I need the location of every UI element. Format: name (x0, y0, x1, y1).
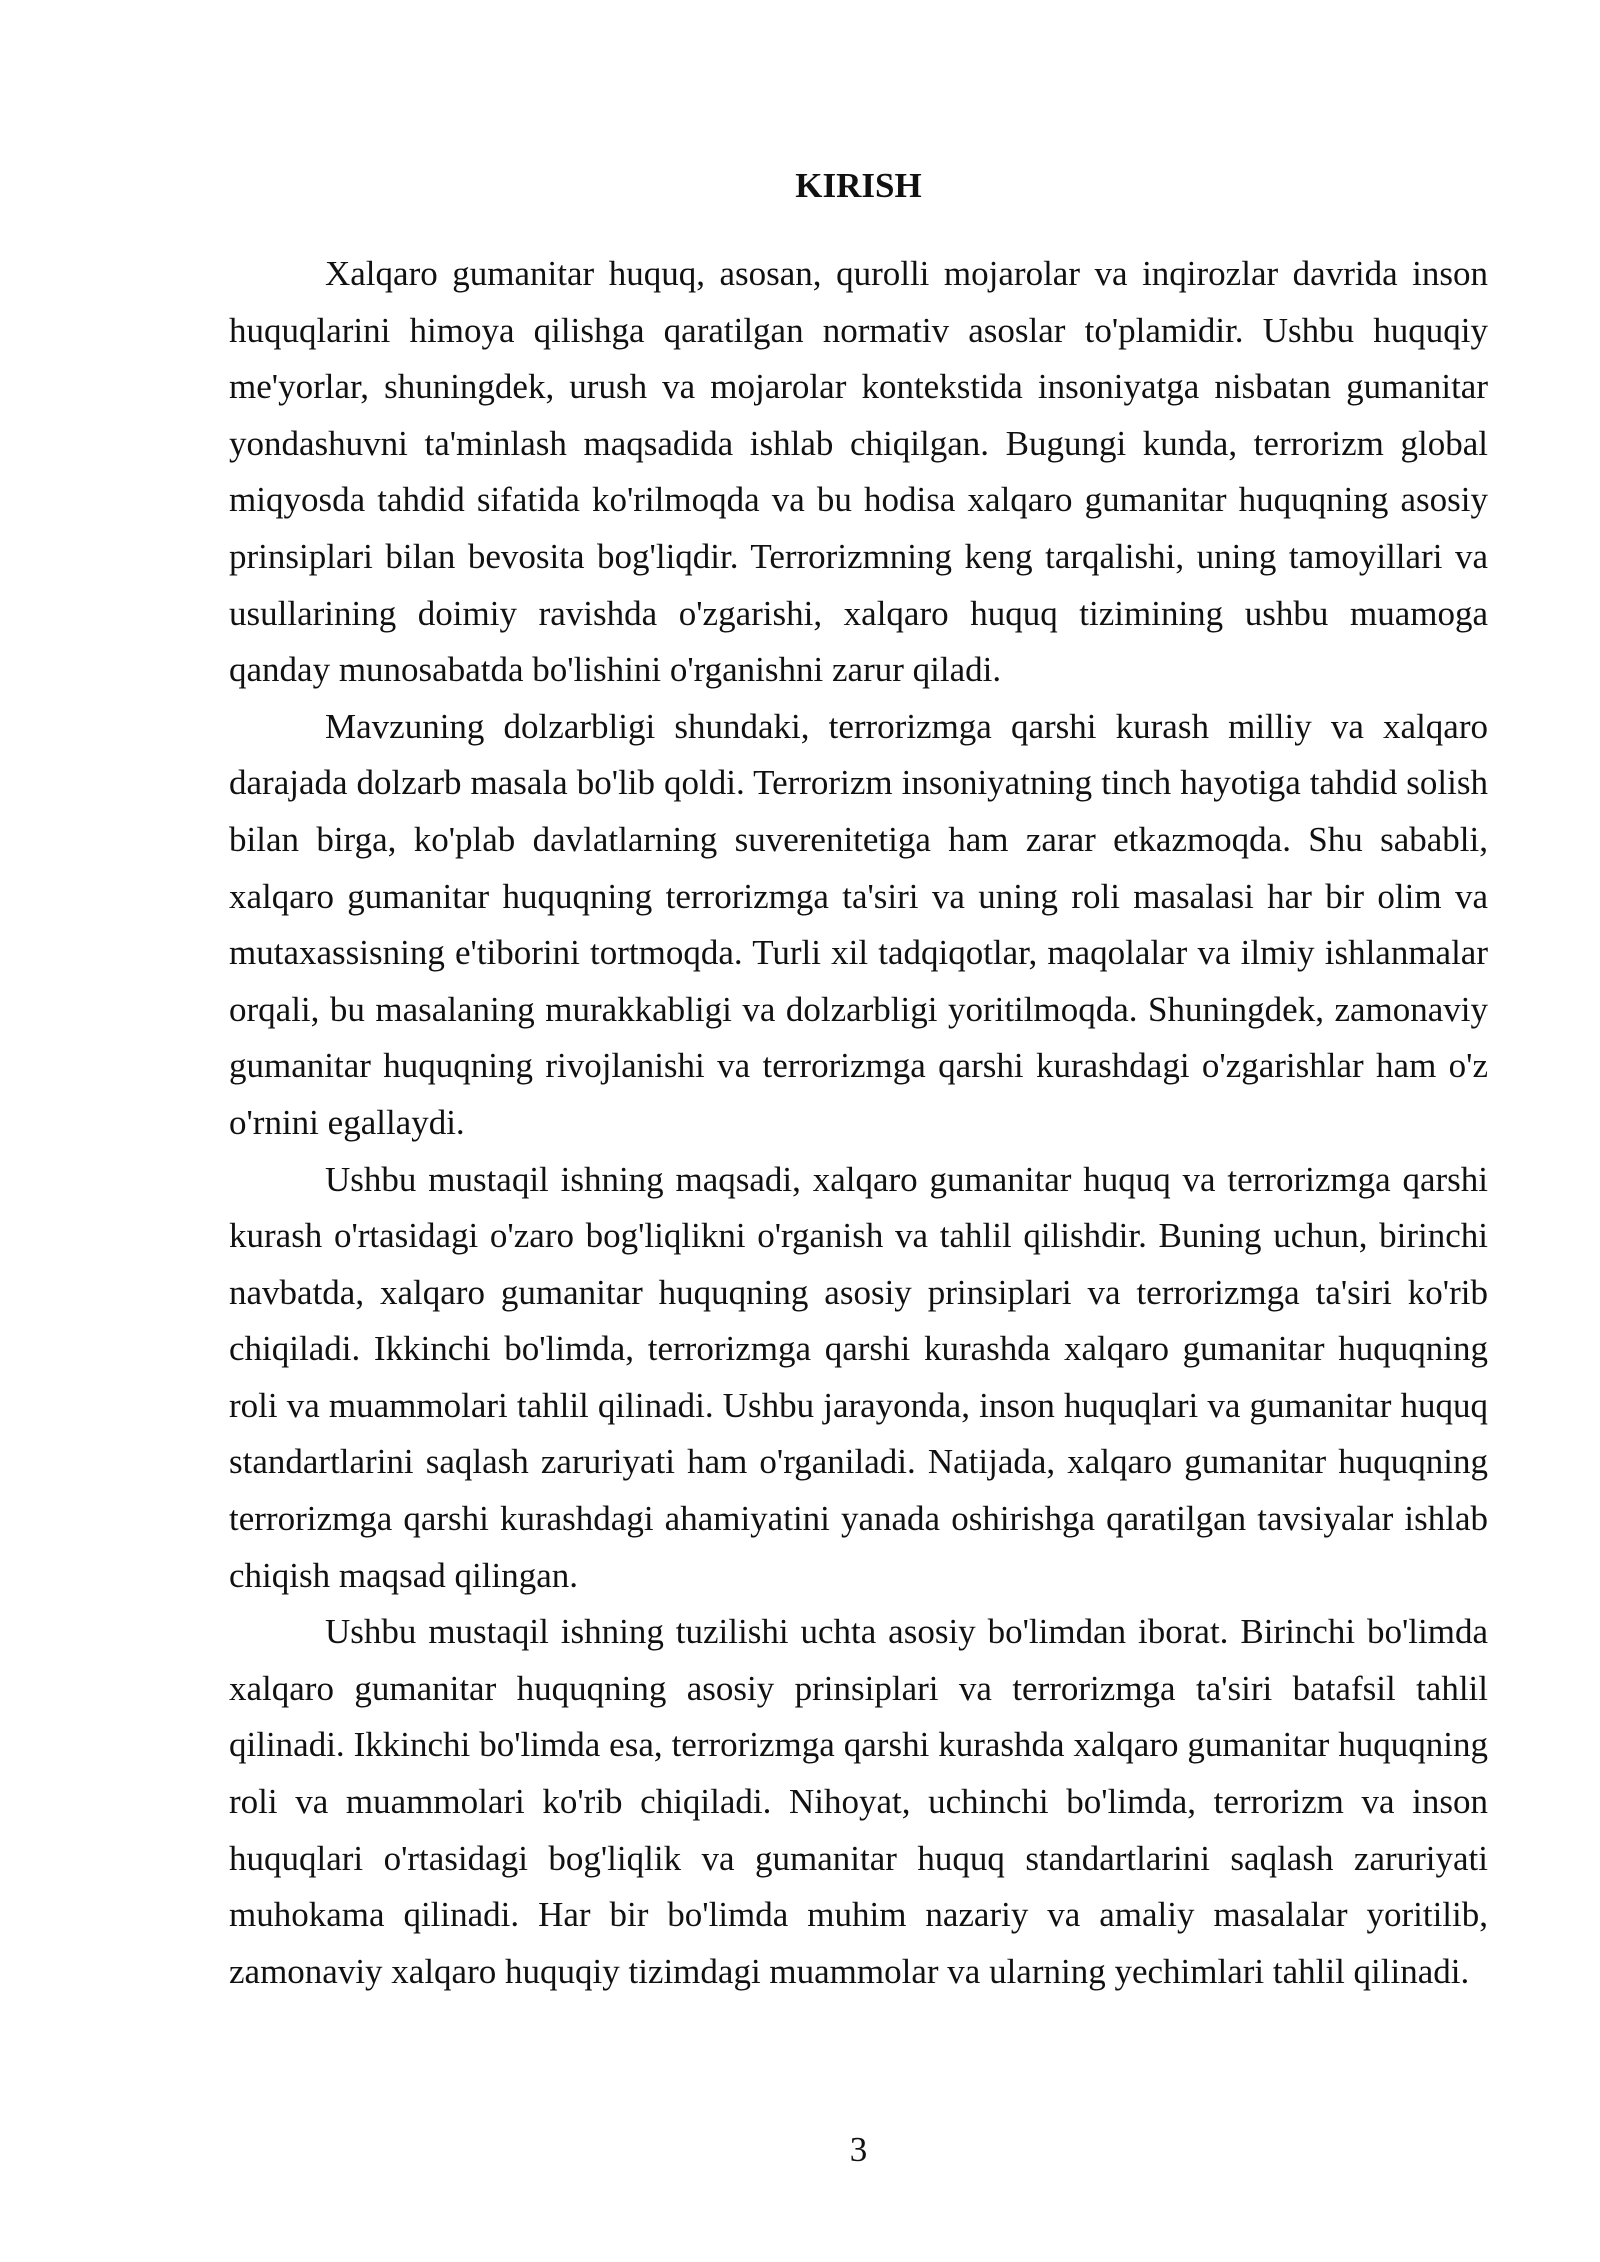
paragraph: Ushbu mustaqil ishning tuzilishi uchta asosiy bo'limdan iborat. Birinchi bo'limda xalqaro gumanitar huquqning asosiy prinsiplari va terrorizmga ta'siri batafsil tahlil qilinadi. Ikkinchi bo'limda esa, terrorizmga qarshi kurashda xalqaro gumanitar huquqning roli va muammolari ko'rib chiqiladi. Nihoyat, uchinchi bo'limda, terrorizm va inson huquqlari o'rtasidagi bog'liqlik va gumanitar huquq standartlarini saqlash zaruriyati muhokama qilinadi. Har bir bo'limda muhim nazariy va amaliy masalalar yoritilib, zamonaviy xalqaro huquqiy tizimdagi muammolar va ularning yechimlari tahlil qilinadi. (229, 1612, 1488, 1991)
paragraph: Ushbu mustaqil ishning maqsadi, xalqaro gumanitar huquq va terrorizmga qarshi kurash o'rtasidagi o'zaro bog'liqlikni o'rganish va tahlil qilishdir. Buning uchun, birinchi navbatda, xalqaro gumanitar huquqning asosiy prinsiplari va terrorizmga ta'siri ko'rib chiqiladi. Ikkinchi bo'limda, terrorizmga qarshi kurashda xalqaro gumanitar huquqning roli va muammolari tahlil qilinadi. Ushbu jarayonda, inson huquqlari va gumanitar huquq standartlarini saqlash zaruriyati ham o'rganiladi. Natijada, xalqaro gumanitar huquqning terrorizmga qarshi kurashdagi ahamiyatini yanada oshirishga qaratilgan tavsiyalar ishlab chiqish maqsad qilingan. (229, 1159, 1488, 1595)
page-number: 3 (849, 2130, 868, 2169)
paragraph: Xalqaro gumanitar huquq, asosan, qurolli mojarolar va inqirozlar davrida inson huquqlarini himoya qilishga qaratilgan normativ asoslar to'plamidir. Ushbu huquqiy me'yorlar, shuningdek, urush va mojarolar kontekstida insoniyatga nisbatan gumanitar yondashuvni ta'minlash maqsadida ishlab chiqilgan. Bugungi kunda, terrorizm global miqyosda tahdid sifatida ko'rilmoqda va bu hodisa xalqaro gumanitar huquqning asosiy prinsiplari bilan bevosita bog'liqdir. Terrorizmning keng tarqalishi, uning tamoyillari va usullarining doimiy ravishda o'zgarishi, xalqaro huquq tizimining ushbu muamoga qanday munosabatda bo'lishini o'rganishni zarur qiladi. (229, 254, 1488, 690)
paragraph: Mavzuning dolzarbligi shundaki, terrorizmga qarshi kurash milliy va xalqaro darajada dolzarb masala bo'lib qoldi. Terrorizm insoniyatning tinch hayotiga tahdid solish bilan birga, ko'plab davlatlarning suverenitetiga ham zarar etkazmoqda. Shu sababli, xalqaro gumanitar huquqning terrorizmga ta'siri va uning roli masalasi har bir olim va mutaxassisning e'tiborini tortmoqda. Turli xil tadqiqotlar, maqolalar va ilmiy ishlanmalar orqali, bu masalaning murakkabligi va dolzarbligi yoritilmoqda. Shuningdek, zamonaviy gumanitar huquqning rivojlanishi va terrorizmga qarshi kurashdagi o'zgarishlar ham o'z o'rnini egallaydi. (229, 706, 1488, 1142)
page-title: KIRISH (795, 166, 922, 205)
document-body (229, 246, 1488, 2000)
